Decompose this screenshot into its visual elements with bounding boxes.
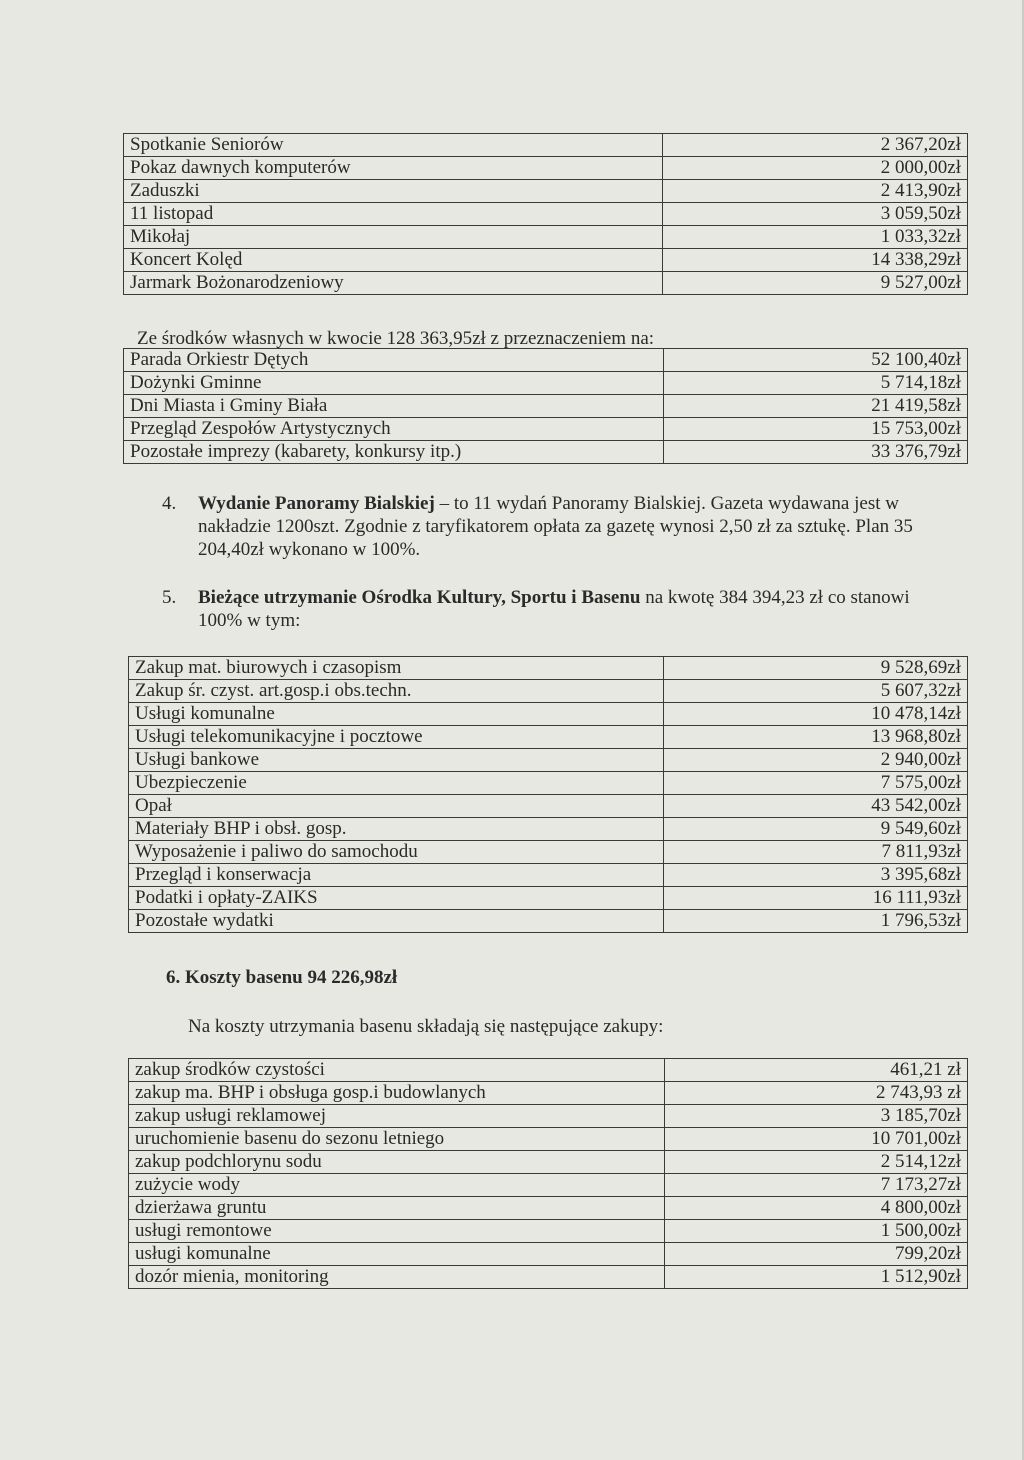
row-name: zakup usługi reklamowej (129, 1105, 665, 1128)
section-text: na kwotę 384 394,23 zł co stanowi 100% w tym: (198, 587, 910, 631)
row-name: Koncert Kolęd (124, 249, 663, 272)
row-amount: 15 753,00zł (663, 418, 968, 441)
table-row (129, 1174, 968, 1197)
row-amount: 14 338,29zł (663, 249, 968, 272)
row-amount: 1 500,00zł (664, 1220, 967, 1243)
row-name: zakup środków czystości (129, 1059, 665, 1082)
maintenance-table-body (129, 657, 968, 933)
row-name: Mikołaj (124, 226, 663, 249)
row-amount: 5 714,18zł (663, 372, 968, 395)
row-amount: 4 800,00zł (664, 1197, 967, 1220)
row-name: Pokaz dawnych komputerów (124, 157, 663, 180)
row-name: Usługi bankowe (129, 749, 664, 772)
table-row (124, 226, 968, 249)
section-body (198, 586, 918, 632)
events-table (123, 133, 968, 295)
section-6-heading (166, 967, 397, 989)
row-name: zakup podchlorynu sodu (129, 1151, 665, 1174)
table-row (124, 249, 968, 272)
row-name: Opał (129, 795, 664, 818)
table-row (124, 180, 968, 203)
row-amount: 33 376,79zł (663, 441, 968, 464)
row-name: Zakup śr. czyst. art.gosp.i obs.techn. (129, 680, 664, 703)
row-name: Pozostałe imprezy (kabarety, konkursy itp.) (124, 441, 664, 464)
row-name: Wyposażenie i paliwo do samochodu (129, 841, 664, 864)
row-amount: 9 528,69zł (664, 657, 968, 680)
row-amount: 2 940,00zł (664, 749, 968, 772)
row-name: Zaduszki (124, 180, 663, 203)
row-amount: 3 059,50zł (663, 203, 968, 226)
events-table-body (124, 134, 968, 295)
table-row (124, 134, 968, 157)
section-number: 5. (162, 587, 177, 608)
table-row (129, 864, 968, 887)
row-amount: 9 527,00zł (663, 272, 968, 295)
own-funds-table-body (124, 349, 968, 464)
row-name: Spotkanie Seniorów (124, 134, 663, 157)
section-title: Wydanie Panoramy Bialskiej (198, 493, 435, 514)
table-row (129, 726, 968, 749)
row-amount: 10 478,14zł (664, 703, 968, 726)
row-name: Parada Orkiestr Dętych (124, 349, 664, 372)
table-row (129, 1220, 968, 1243)
row-name: Materiały BHP i obsł. gosp. (129, 818, 664, 841)
table-row (129, 841, 968, 864)
row-amount: 2 367,20zł (663, 134, 968, 157)
row-amount: 799,20zł (664, 1243, 967, 1266)
section-text: – to 11 wydań Panoramy Bialskiej. Gazeta wydawana jest w nakładzie 1200szt. Zgodnie z taryfikatorem opłata za gazetę wynosi 2,50 zł za sztukę. Plan 35 204,40zł wykonano w 100%. (198, 493, 913, 560)
maintenance-table (128, 656, 968, 933)
table-row (124, 418, 968, 441)
table-row (124, 157, 968, 180)
row-amount: 2 000,00zł (663, 157, 968, 180)
row-amount: 21 419,58zł (663, 395, 968, 418)
table-row (129, 1243, 968, 1266)
row-amount: 2 514,12zł (664, 1151, 967, 1174)
table-row (129, 1059, 968, 1082)
table-row (124, 372, 968, 395)
row-name: usługi remontowe (129, 1220, 665, 1243)
row-name: 11 listopad (124, 203, 663, 226)
table-row (129, 749, 968, 772)
row-name: Ubezpieczenie (129, 772, 664, 795)
row-amount: 10 701,00zł (664, 1128, 967, 1151)
row-amount: 16 111,93zł (664, 887, 968, 910)
table-row (129, 1082, 968, 1105)
table-row (124, 395, 968, 418)
table-row (129, 657, 968, 680)
row-name: Zakup mat. biurowych i czasopism (129, 657, 664, 680)
table-row (129, 1151, 968, 1174)
table-row (129, 887, 968, 910)
own-funds-table (123, 348, 968, 464)
row-amount: 1 796,53zł (664, 910, 968, 933)
row-name: usługi komunalne (129, 1243, 665, 1266)
row-amount: 1 512,90zł (664, 1266, 967, 1289)
row-amount: 461,21 zł (664, 1059, 967, 1082)
section-title: Bieżące utrzymanie Ośrodka Kultury, Sportu i Basenu (198, 587, 641, 608)
row-name: Dni Miasta i Gminy Biała (124, 395, 664, 418)
row-amount: 9 549,60zł (664, 818, 968, 841)
row-amount: 13 968,80zł (664, 726, 968, 749)
row-amount: 7 811,93zł (664, 841, 968, 864)
table-row (129, 772, 968, 795)
table-row (124, 349, 968, 372)
row-name: dzierżawa gruntu (129, 1197, 665, 1220)
row-name: zużycie wody (129, 1174, 665, 1197)
row-name: Podatki i opłaty-ZAIKS (129, 887, 664, 910)
row-name: dozór mienia, monitoring (129, 1266, 665, 1289)
table-row (129, 703, 968, 726)
row-amount: 5 607,32zł (664, 680, 968, 703)
table-row (129, 1197, 968, 1220)
row-amount: 52 100,40zł (663, 349, 968, 372)
row-amount: 3 395,68zł (664, 864, 968, 887)
row-name: Usługi komunalne (129, 703, 664, 726)
section-title: 6. Koszty basenu 94 226,98zł (166, 967, 398, 988)
pool-costs-table (128, 1058, 968, 1289)
table-row (129, 818, 968, 841)
section-5 (162, 586, 922, 634)
table-row (129, 795, 968, 818)
section-body (198, 492, 918, 561)
row-name: zakup ma. BHP i obsługa gosp.i budowlanych (129, 1082, 665, 1105)
row-amount: 43 542,00zł (664, 795, 968, 818)
table-row (124, 272, 968, 295)
row-amount: 7 173,27zł (664, 1174, 967, 1197)
section-4 (162, 492, 922, 562)
table-row (124, 203, 968, 226)
row-amount: 3 185,70zł (664, 1105, 967, 1128)
table-row (124, 441, 968, 464)
row-name: Pozostałe wydatki (129, 910, 664, 933)
table-row (129, 1266, 968, 1289)
row-amount: 1 033,32zł (663, 226, 968, 249)
row-amount: 7 575,00zł (664, 772, 968, 795)
table-row (129, 910, 968, 933)
table-row (129, 1105, 968, 1128)
row-name: Dożynki Gminne (124, 372, 664, 395)
row-name: uruchomienie basenu do sezonu letniego (129, 1128, 665, 1151)
table-row (129, 1128, 968, 1151)
section-number: 4. (162, 493, 177, 514)
pool-costs-table-body (129, 1059, 968, 1289)
row-amount: 2 743,93 zł (664, 1082, 967, 1105)
row-name: Jarmark Bożonarodzeniowy (124, 272, 663, 295)
table-row (129, 680, 968, 703)
row-name: Przegląd Zespołów Artystycznych (124, 418, 664, 441)
row-amount: 2 413,90zł (663, 180, 968, 203)
section-6-intro: Na koszty utrzymania basenu składają się następujące zakupy: (188, 1016, 664, 1037)
row-name: Przegląd i konserwacja (129, 864, 664, 887)
own-funds-caption: Ze środków własnych w kwocie 128 363,95zł z przeznaczeniem na: (137, 328, 655, 349)
row-name: Usługi telekomunikacyjne i pocztowe (129, 726, 664, 749)
